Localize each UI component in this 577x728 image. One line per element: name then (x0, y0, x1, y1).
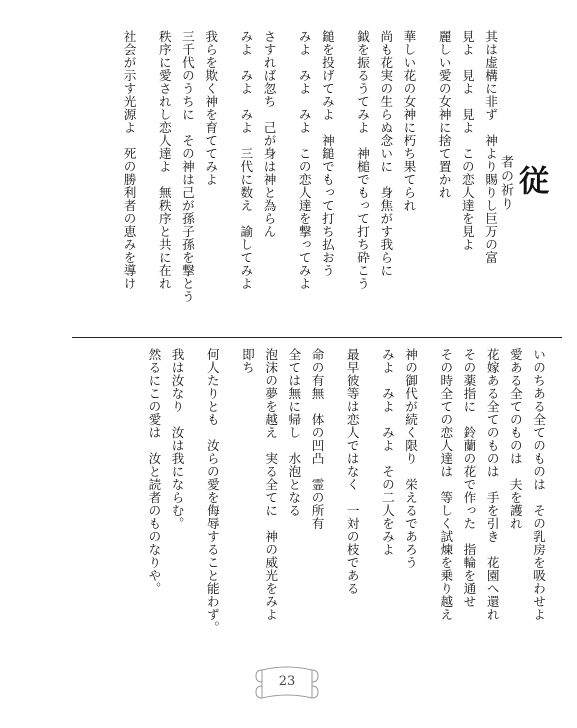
verse-line: 三千代のうちに その神は己が孫子孫を撃とう (179, 30, 195, 303)
verse-line: 泡沫の夢を越え 実る全てに 神の威光をみよ (263, 348, 279, 621)
verse-line: 秩序に愛されし恋人達よ 無秩序と共に在れ (156, 30, 172, 290)
verse-line: 最早彼等は恋人ではなく 一対の枝である (344, 348, 360, 595)
verse-line: 愛ある全てのものは 夫を護れ (507, 348, 523, 530)
verse-line: 何人たりとも 汝らの愛を侮辱すること能わず。 (204, 348, 220, 634)
verse-line: 鎚を投げてみよ 神鎚でもって打ち払おう (319, 30, 335, 277)
title-sub: 者の祈り (498, 155, 513, 211)
poem-top-section (26, 30, 547, 330)
verse-line: みよ みよ みよ その二人をみよ (379, 348, 395, 556)
verse-line: 尚も花実の生らぬ念いに 身焦がす我らに (378, 30, 394, 277)
verse-line: その時全ての恋人達は 等しく試煉を乗り越え (438, 348, 454, 621)
verse-line: みよ みよ みよ 三代に数え 諭してみよ (238, 30, 254, 290)
verse-line: 華しい花の女神に朽ち果てられ (401, 30, 417, 212)
verse-line: 社会が示す光源よ 死の勝利者の恵みを導け (121, 30, 137, 290)
poem-title (498, 30, 548, 330)
verse-line: 全ては無に帰し 水泡となる (286, 348, 302, 517)
verse-line: 神の御代が続く限り 栄えるであろう (403, 348, 419, 569)
verse-line: 花嫁ある全てのものは 手を引き 花園へ還れ (484, 348, 500, 621)
verse-line: 鉞を振るうてみよ 神槌でもって打ち砕こう (355, 30, 371, 290)
page-number: 23 (278, 674, 296, 689)
verse-line: 然るにこの愛は 汝と読者のものなりや。 (146, 348, 162, 595)
page-footer (252, 660, 322, 708)
verse-line: さすれば忽ち 己が身は神と為らん (261, 30, 277, 238)
verse-line: 麗しい愛の女神に捨て置かれ (436, 30, 452, 199)
title-main: 従 (513, 165, 548, 195)
verse-line: いのちある全てのものは その乳房を吸わせよ (531, 348, 546, 621)
verse-line: その薬指に 鈴蘭の花で作った 指輪を通せ (461, 348, 477, 608)
section-divider (72, 337, 562, 338)
verse-line: 即ち (239, 348, 255, 374)
verse-line: 其は虚構に非ず 神より賜りし巨万の富 (483, 30, 498, 264)
verse-line: 我らを欺く神を育ててみよ (203, 30, 219, 186)
poem-bottom-section (26, 348, 547, 664)
verse-line: みよ みよ みよ この恋人達を撃ってみよ (296, 30, 312, 290)
verse-line: 命の有無 体の凹凸 霊の所有 (309, 348, 325, 530)
document-page (26, 20, 547, 680)
verse-line: 見よ 見よ 見よ この恋人達を見よ (459, 30, 475, 251)
verse-line: 我は汝なり 汝は我にならむ。 (169, 348, 185, 530)
